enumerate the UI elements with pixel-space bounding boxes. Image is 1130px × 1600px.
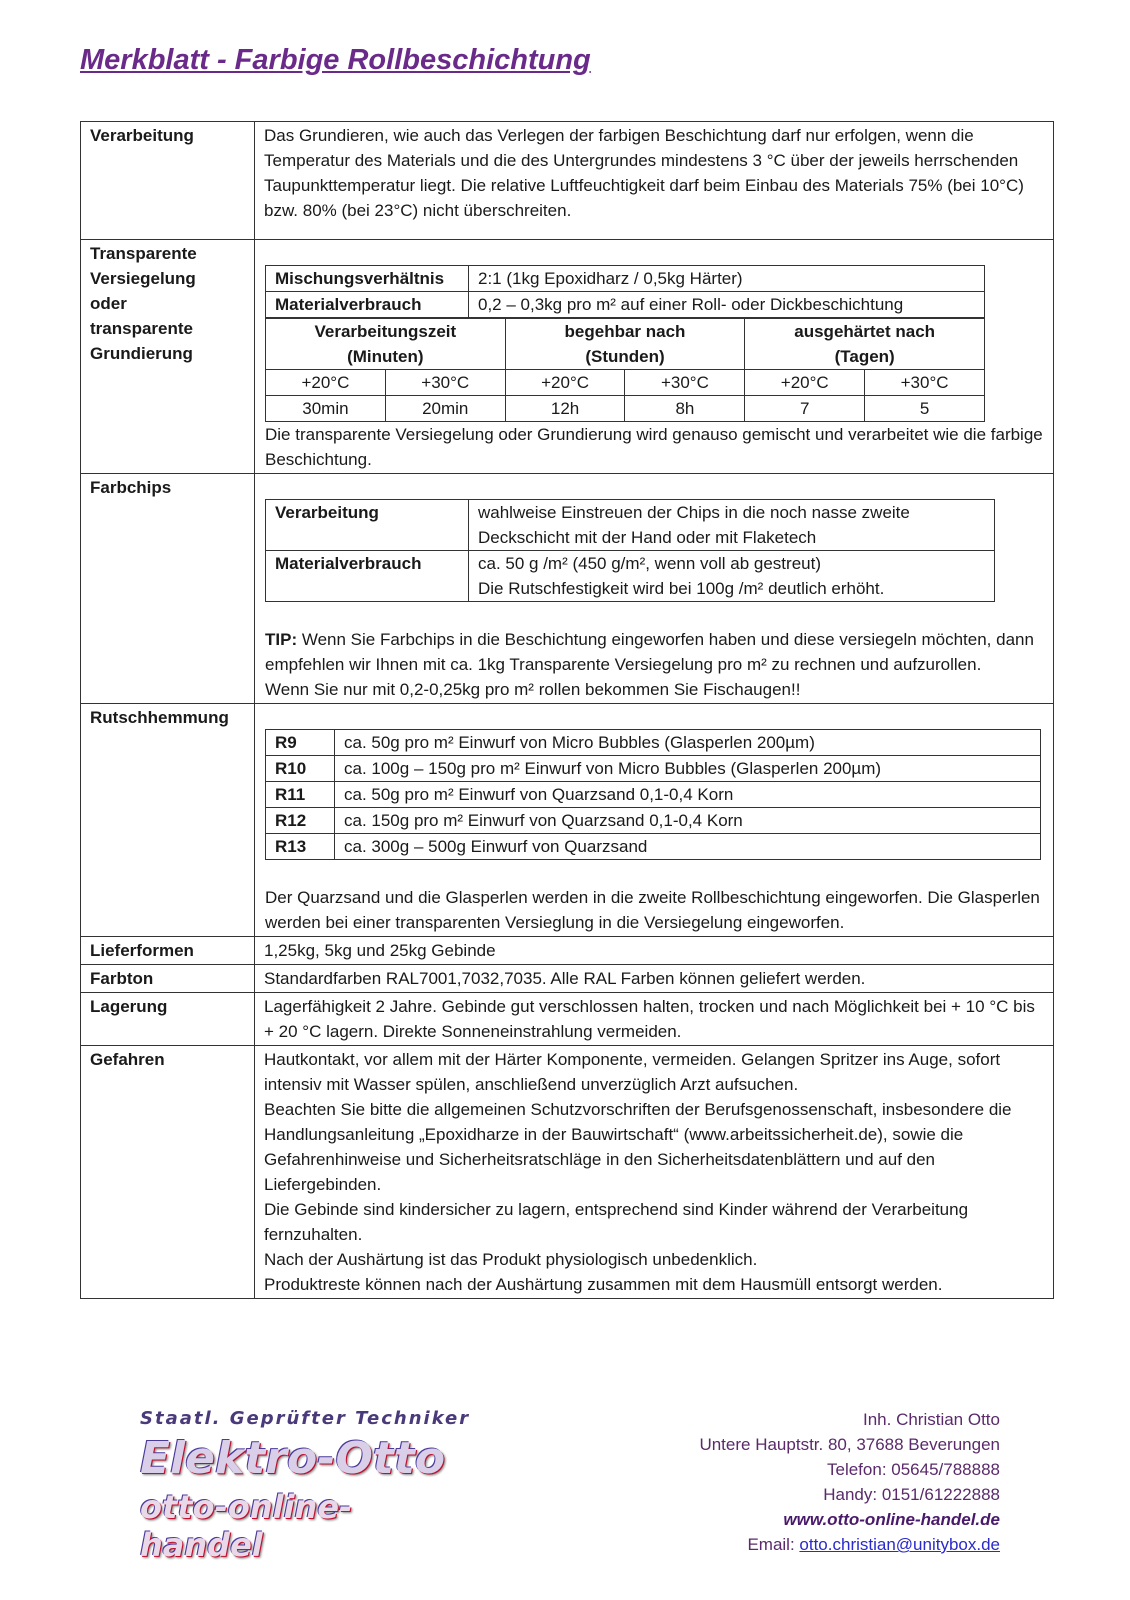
slip-desc: ca. 100g – 150g pro m² Einwurf von Micro Bubbles (Glasperlen 200µm) <box>335 756 1041 782</box>
slip-class: R13 <box>266 834 335 860</box>
row-label: Verarbeitung <box>81 122 255 240</box>
slip-note: Der Quarzsand und die Glasperlen werden in die zweite Rollbeschichtung eingeworfen. Die Glasperlen werden bei einer transparenten Versieglung in die Versiegelung eingeworfen. <box>265 888 1040 932</box>
value-cell: 7 <box>745 396 865 422</box>
row-farbton <box>81 965 1054 993</box>
temp-cell: +30°C <box>625 370 745 396</box>
gefahren-text: Hautkontakt, vor allem mit der Härter Komponente, vermeiden. Gelangen Spritzer ins Auge, sofort intensiv mit Wasser spülen, anschließend unverzüglich Arzt aufsuchen. Beachten Sie bitte die allgemeinen Schutzvorschriften der Berufsgenossenschaft, insbesondere die Handlungsanleitung „Epoxidharze in der Bauwirtschaft“ (www.arbeitssicherheit.de), sowie die Gefahrenhinweise und Sicherheitsratschläge in den Sicherheitsdatenblättern und auf den Liefergebinden. Die Gebinde sind kindersicher zu lagern, entsprechend sind Kinder während der Verarbeitung fernzuhalten. Nach der Aushärtung ist das Produkt physiologisch unbedenklich. Produktreste können nach der Aushärtung zusammen mit dem Hausmüll entsorgt werden. <box>255 1046 1054 1299</box>
label-line: transparente <box>90 319 193 338</box>
table-row <box>266 266 985 292</box>
mobile: Handy: 0151/61222888 <box>823 1485 1000 1504</box>
row-verarbeitung <box>81 122 1054 240</box>
label-line: Grundierung <box>90 344 193 363</box>
mix-key: Mischungsverhältnis <box>266 266 469 292</box>
times-table <box>265 318 985 422</box>
email-link[interactable]: otto.christian@unitybox.de <box>799 1535 1000 1554</box>
chips-table <box>265 499 995 602</box>
value-cell: 20min <box>385 396 505 422</box>
row-label: Rutschhemmung <box>81 704 255 937</box>
times-header: Verarbeitungszeit (Minuten) <box>266 319 506 370</box>
row-label: Farbton <box>81 965 255 993</box>
times-header: begehbar nach (Stunden) <box>505 319 745 370</box>
temp-cell: +20°C <box>505 370 625 396</box>
row-farbchips <box>81 474 1054 704</box>
row-rutschhemmung <box>81 704 1054 937</box>
row-transparent <box>81 240 1054 474</box>
page-title: Merkblatt - Farbige Rollbeschichtung <box>80 44 591 76</box>
mixing-table <box>265 265 985 318</box>
row-gefahren <box>81 1046 1054 1299</box>
chips-key: Verarbeitung <box>266 500 469 551</box>
row-label: Lagerung <box>81 993 255 1046</box>
lieferformen-text: 1,25kg, 5kg und 25kg Gebinde <box>255 937 1054 965</box>
address: Untere Hauptstr. 80, 37688 Beverungen <box>699 1435 1000 1454</box>
slip-class: R11 <box>266 782 335 808</box>
slip-desc: ca. 50g pro m² Einwurf von Micro Bubbles (Glasperlen 200µm) <box>335 730 1041 756</box>
temp-cell: +30°C <box>385 370 505 396</box>
lagerung-text: Lagerfähigkeit 2 Jahre. Gebinde gut verschlossen halten, trocken und nach Möglichkeit bei + 10 °C bis + 20 °C lagern. Direkte Sonneneinstrahlung vermeiden. <box>255 993 1054 1046</box>
transparent-note: Die transparente Versiegelung oder Grundierung wird genauso gemischt und verarbeitet wie die farbige Beschichtung. <box>265 425 1043 469</box>
phone: Telefon: 05645/788888 <box>827 1460 1000 1479</box>
slip-class: R10 <box>266 756 335 782</box>
table-row <box>266 396 985 422</box>
row-lieferformen <box>81 937 1054 965</box>
value-cell: 30min <box>266 396 386 422</box>
company-logo <box>140 1408 470 1564</box>
slip-class: R9 <box>266 730 335 756</box>
tagline: Staatl. Geprüfter Techniker <box>140 1408 471 1429</box>
owner: Inh. Christian Otto <box>862 1410 1000 1429</box>
logo-subwordmark: otto-online-handel <box>140 1488 353 1564</box>
table-row <box>266 782 1041 808</box>
temp-cell: +30°C <box>865 370 985 396</box>
label-line: Transparente <box>90 244 197 263</box>
farbton-text: Standardfarben RAL7001,7032,7035. Alle RAL Farben können geliefert werden. <box>255 965 1054 993</box>
table-header-row <box>266 319 985 370</box>
website-link[interactable]: www.otto-online-handel.de <box>783 1510 1000 1529</box>
mix-value: 2:1 (1kg Epoxidharz / 0,5kg Härter) <box>469 266 985 292</box>
slip-class: R12 <box>266 808 335 834</box>
datasheet-table <box>80 121 1054 1299</box>
slip-desc: ca. 150g pro m² Einwurf von Quarzsand 0,1-0,4 Korn <box>335 808 1041 834</box>
label-line: Versiegelung <box>90 269 196 288</box>
row-label <box>81 240 255 474</box>
tip-warning: Wenn Sie nur mit 0,2-0,25kg pro m² rollen bekommen Sie Fischaugen!! <box>265 680 801 699</box>
chips-value: wahlweise Einstreuen der Chips in die noch nasse zweite Deckschicht mit der Hand oder mit Flaketech <box>469 500 995 551</box>
tip-text: TIP: Wenn Sie Farbchips in die Beschichtung eingeworfen haben und diese versiegeln möchten, dann empfehlen wir Ihnen mit ca. 1kg Transparente Versiegelung pro m² zu rechnen und aufzurollen. <box>265 630 1034 674</box>
table-row <box>266 756 1041 782</box>
logo-wordmark: Elektro-Otto <box>140 1433 446 1484</box>
table-row <box>266 834 1041 860</box>
table-row <box>266 500 995 551</box>
table-row <box>266 370 985 396</box>
row-lagerung <box>81 993 1054 1046</box>
temp-cell: +20°C <box>266 370 386 396</box>
row-label: Farbchips <box>81 474 255 704</box>
slip-desc: ca. 50g pro m² Einwurf von Quarzsand 0,1-0,4 Korn <box>335 782 1041 808</box>
slip-table <box>265 729 1041 860</box>
value-cell: 8h <box>625 396 745 422</box>
table-row <box>266 730 1041 756</box>
row-label: Gefahren <box>81 1046 255 1299</box>
value-cell: 5 <box>865 396 985 422</box>
contact-block <box>699 1407 1000 1557</box>
mix-value: 0,2 – 0,3kg pro m² auf einer Roll- oder Dickbeschichtung <box>469 292 985 318</box>
chips-key: Materialverbrauch <box>266 551 469 602</box>
times-header: ausgehärtet nach (Tagen) <box>745 319 985 370</box>
value-cell: 12h <box>505 396 625 422</box>
temp-cell: +20°C <box>745 370 865 396</box>
tip-label: TIP: <box>265 630 298 649</box>
email-line: Email: otto.christian@unitybox.de <box>747 1535 1000 1554</box>
verarbeitung-text: Das Grundieren, wie auch das Verlegen der farbigen Beschichtung darf nur erfolgen, wenn die Temperatur des Materials und die des Untergrundes mindestens 3 °C über der jeweils herrschenden Taupunkttemperatur liegt. Die relative Luftfeuchtigkeit darf beim Einbau des Materials 75% (bei 10°C) bzw. 80% (bei 23°C) nicht überschreiten. <box>255 122 1054 240</box>
chips-value: ca. 50 g /m² (450 g/m², wenn voll ab gestreut) Die Rutschfestigkeit wird bei 100g /m² deutlich erhöht. <box>469 551 995 602</box>
table-row <box>266 808 1041 834</box>
mix-key: Materialverbrauch <box>266 292 469 318</box>
row-label: Lieferformen <box>81 937 255 965</box>
table-row <box>266 551 995 602</box>
slip-desc: ca. 300g – 500g Einwurf von Quarzsand <box>335 834 1041 860</box>
label-line: oder <box>90 294 127 313</box>
table-row <box>266 292 985 318</box>
